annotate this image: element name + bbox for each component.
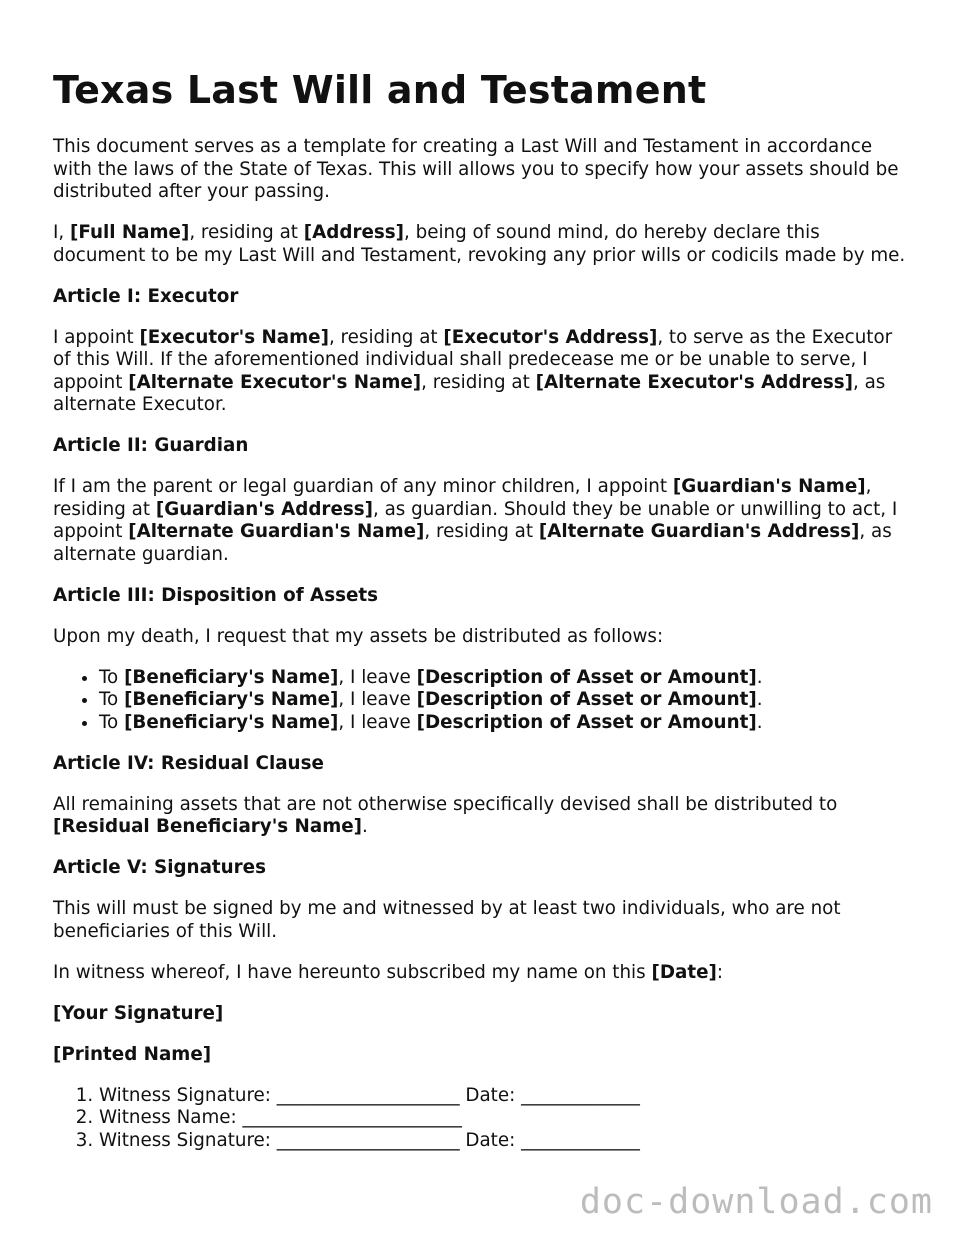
list-item: • To [Beneficiary's Name], I leave [Description of Asset or Amount]. [99, 689, 913, 712]
article-3-intro: Upon my death, I request that my assets be distributed as follows: [53, 625, 664, 647]
printed-name-placeholder: [Printed Name] [53, 1043, 212, 1065]
alt-guardian-name-placeholder: [Alternate Guardian's Name] [128, 521, 425, 542]
article-1-heading: Article I: Executor [53, 285, 239, 307]
intro-paragraph: This document serves as a template for creating a Last Will and Testament in accordance with the laws of the State of Texas. This will allows you to specify how your assets should be distributed after your passing. [53, 136, 899, 202]
article-4-heading: Article IV: Residual Clause [53, 752, 324, 774]
document-title: Texas Last Will and Testament [53, 68, 707, 112]
article-1-paragraph: I appoint [Executor's Name], residing at [Executor's Address], to serve as the Executor of this Will. If the aforementioned individual shall predecease me or be unable to serve, I appoint [Alternate Executor's Name], residing at [Alternate Executor's Address], as alternate Executor. [53, 326, 893, 415]
article-5-heading: Article V: Signatures [53, 857, 266, 878]
witness-whereof-paragraph: In witness whereof, I have hereunto subscribed my name on this [Date]: [53, 961, 724, 983]
beneficiary-name-placeholder: [Beneficiary's Name] [124, 711, 339, 733]
article-5-paragraph: This will must be signed by me and witnessed by at least two individuals, who are not beneficiaries of this Will. [53, 898, 841, 942]
alt-executor-address-placeholder: [Alternate Executor's Address] [535, 371, 853, 393]
residual-beneficiary-placeholder: [Residual Beneficiary's Name] [53, 816, 362, 837]
declaration-paragraph: I, [Full Name], residing at [Address], being of sound mind, do hereby declare this document to be my Last Will and Testament, revoking any prior wills or codicils made by me. [53, 222, 906, 266]
beneficiary-name-placeholder: [Beneficiary's Name] [124, 689, 339, 710]
list-item: • To [Beneficiary's Name], I leave [Description of Asset or Amount]. [99, 667, 913, 690]
asset-placeholder: [Description of Asset or Amount] [416, 711, 757, 733]
executor-address-placeholder: [Executor's Address] [443, 326, 658, 348]
guardian-address-placeholder: [Guardian's Address] [155, 498, 373, 520]
document-page [53, 66, 913, 1152]
bequest-list [53, 667, 913, 735]
alt-executor-name-placeholder: [Alternate Executor's Name] [128, 371, 422, 393]
list-item: 2. Witness Name: ________________________ [99, 1107, 913, 1130]
date-placeholder: [Date] [651, 961, 717, 983]
guardian-name-placeholder: [Guardian's Name] [672, 476, 866, 497]
beneficiary-name-placeholder: [Beneficiary's Name] [124, 666, 339, 688]
list-item: 3. Witness Signature: ____________________ Date: _____________ [99, 1130, 913, 1153]
executor-name-placeholder: [Executor's Name] [139, 326, 329, 348]
asset-placeholder: [Description of Asset or Amount] [416, 689, 757, 710]
article-3-heading: Article III: Disposition of Assets [53, 584, 378, 606]
full-name-placeholder: [Full Name] [70, 222, 190, 243]
your-signature-placeholder: [Your Signature] [53, 1002, 224, 1024]
list-item: • To [Beneficiary's Name], I leave [Description of Asset or Amount]. [99, 712, 913, 735]
witness-list [53, 1085, 913, 1153]
watermark: doc-download.com [579, 1182, 933, 1222]
article-2-heading: Article II: Guardian [53, 435, 249, 456]
list-item: 1. Witness Signature: ____________________ Date: _____________ [99, 1085, 913, 1108]
article-2-paragraph: If I am the parent or legal guardian of any minor children, I appoint [Guardian's Name], residing at [Guardian's Address], as guardian. Should they be unable or unwilling to act, I appoint [Alternate Guardian's Name], residing at [Alternate Guardian's Address], as alternate guardian. [53, 476, 898, 565]
article-4-paragraph: All remaining assets that are not otherwise specifically devised shall be distributed to [Residual Beneficiary's Name]. [53, 793, 838, 837]
alt-guardian-address-placeholder: [Alternate Guardian's Address] [538, 521, 860, 542]
address-placeholder: [Address] [303, 222, 404, 243]
asset-placeholder: [Description of Asset or Amount] [416, 666, 757, 688]
